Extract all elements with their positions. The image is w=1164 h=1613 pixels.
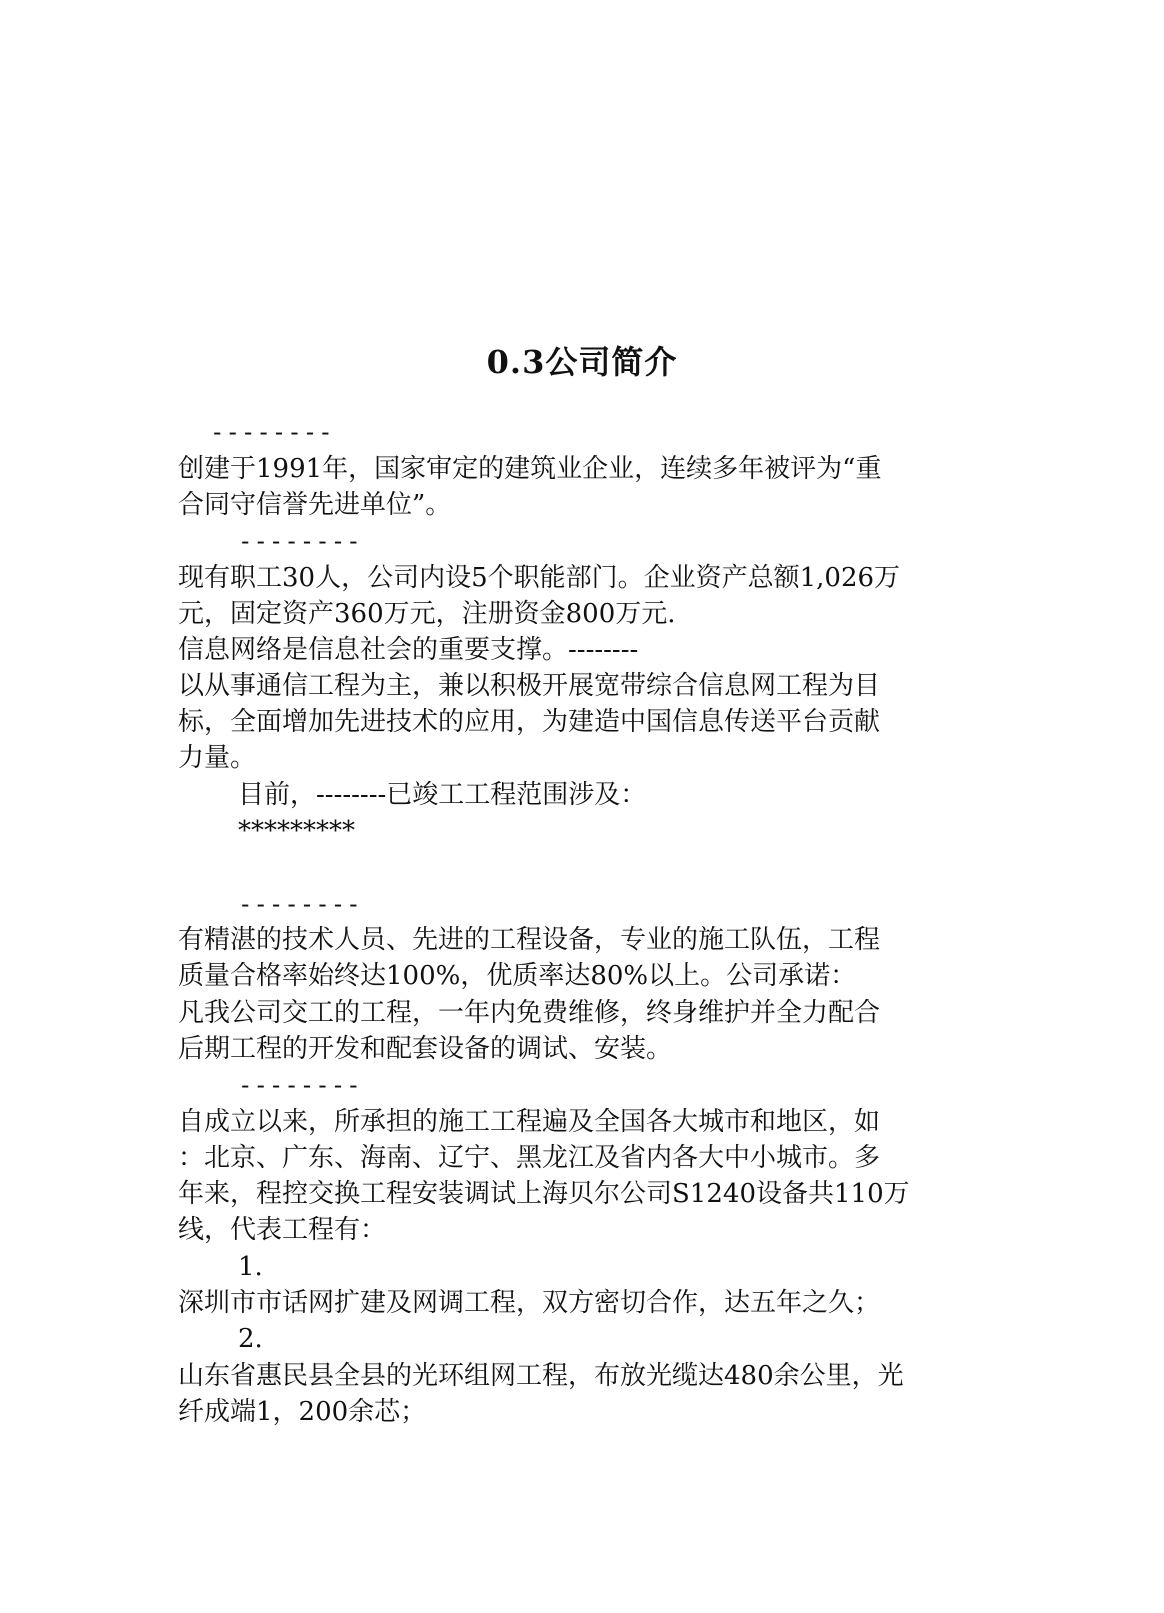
paragraph-line: 创建于1991年，国家审定的建筑业企业，连续多年被评为“重	[178, 454, 882, 484]
paragraph-line: 以从事通信工程为主，兼以积极开展宽带综合信息网工程为目	[178, 671, 881, 701]
asterisk-line: *********	[238, 816, 355, 846]
separator-dashes: --------	[210, 418, 334, 446]
paragraph-line: 线，代表工程有：	[178, 1215, 387, 1245]
paragraph-line: 年来，程控交换工程安装调试上海贝尔公司S1240设备共110万	[178, 1179, 910, 1209]
list-item: 山东省惠民县全县的光环组网工程，布放光缆达480余公里，光	[178, 1361, 904, 1391]
list-item: 深圳市市话网扩建及网调工程，双方密切合作，达五年之久；	[178, 1288, 881, 1318]
paragraph-line: ：北京、广东、海南、辽宁、黑龙江及省内各大中小城市。多	[178, 1143, 881, 1173]
paragraph-line: 标，全面增加先进技术的应用，为建造中国信息传送平台贡献	[178, 707, 881, 737]
list-item: 纤成端1，200余芯；	[178, 1397, 427, 1427]
paragraph-line: 元，固定资产360万元，注册资金800万元.	[178, 599, 676, 629]
paragraph-line: 现有职工30人，公司内设5个职能部门。企业资产总额1,026万	[178, 563, 901, 593]
page-title: 0.3公司简介	[486, 343, 678, 381]
list-number: 2.	[238, 1324, 263, 1354]
paragraph-line: 目前，--------已竣工工程范围涉及：	[238, 780, 647, 810]
list-number: 1.	[238, 1252, 263, 1282]
paragraph-line: 自成立以来，所承担的施工工程遍及全国各大城市和地区，如	[178, 1107, 881, 1137]
separator-dashes: --------	[238, 1071, 362, 1099]
paragraph-line: 凡我公司交工的工程，一年内免费维修，终身维护并全力配合	[178, 998, 881, 1028]
paragraph-line: 质量合格率始终达100%，优质率达80%以上。公司承诺：	[178, 961, 857, 991]
paragraph-line: 力量。	[178, 743, 257, 773]
paragraph-line: 合同守信誉先进单位”。	[178, 490, 452, 520]
paragraph-line: 后期工程的开发和配套设备的调试、安装。	[178, 1034, 673, 1064]
separator-dashes: --------	[238, 527, 362, 555]
paragraph-line: 有精湛的技术人员、先进的工程设备，专业的施工队伍，工程	[178, 925, 881, 955]
separator-dashes: --------	[238, 890, 362, 918]
paragraph-line: 信息网络是信息社会的重要支撑。--------	[178, 635, 639, 665]
